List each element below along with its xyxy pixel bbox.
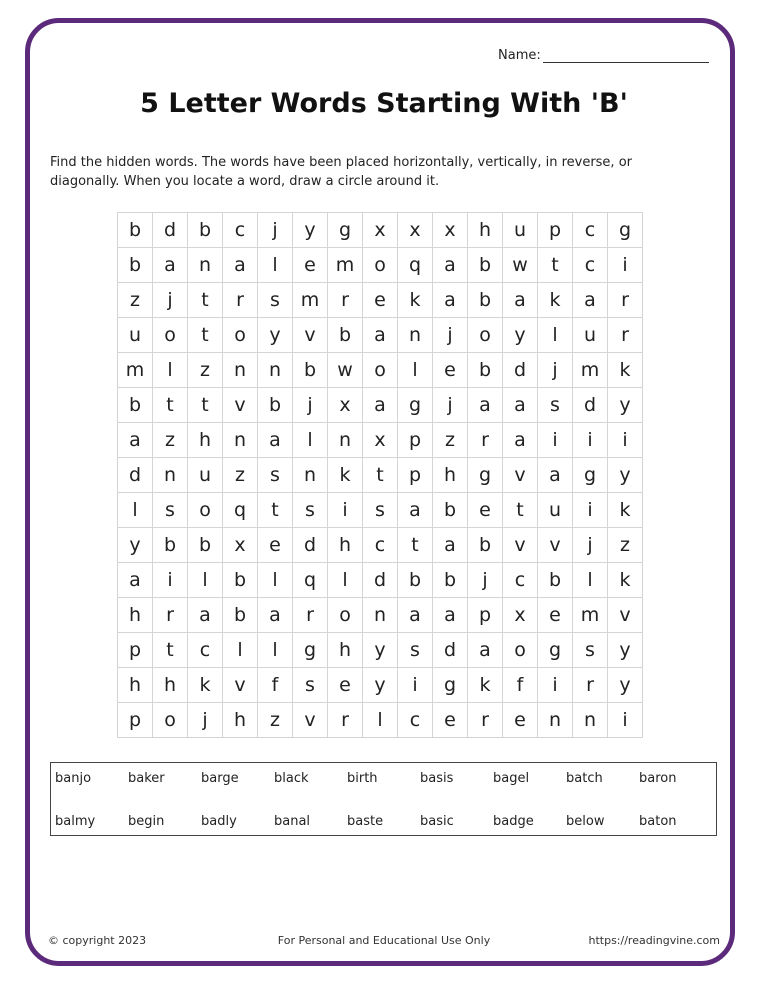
- grid-cell[interactable]: y: [608, 633, 643, 668]
- grid-cell[interactable]: r: [293, 598, 328, 633]
- grid-cell[interactable]: d: [433, 633, 468, 668]
- grid-cell[interactable]: s: [363, 493, 398, 528]
- grid-cell[interactable]: s: [398, 633, 433, 668]
- grid-cell[interactable]: n: [223, 423, 258, 458]
- word-bank-item: batch: [566, 771, 603, 786]
- grid-cell[interactable]: e: [328, 668, 363, 703]
- word-bank-item: bagel: [493, 771, 530, 786]
- grid-cell[interactable]: l: [328, 563, 363, 598]
- grid-cell[interactable]: c: [573, 248, 608, 283]
- grid-cell[interactable]: o: [468, 318, 503, 353]
- grid-row: [118, 353, 643, 388]
- grid-row: [118, 423, 643, 458]
- grid-cell[interactable]: a: [468, 633, 503, 668]
- grid-cell[interactable]: z: [153, 423, 188, 458]
- grid-cell[interactable]: a: [188, 598, 223, 633]
- grid-cell[interactable]: s: [293, 668, 328, 703]
- grid-cell[interactable]: o: [188, 493, 223, 528]
- grid-cell[interactable]: j: [258, 213, 293, 248]
- grid-cell[interactable]: e: [258, 528, 293, 563]
- grid-cell[interactable]: p: [398, 458, 433, 493]
- grid-cell[interactable]: i: [573, 423, 608, 458]
- grid-cell[interactable]: v: [293, 318, 328, 353]
- grid-cell[interactable]: t: [188, 318, 223, 353]
- grid-cell[interactable]: a: [503, 283, 538, 318]
- grid-cell[interactable]: u: [538, 493, 573, 528]
- grid-cell[interactable]: b: [118, 248, 153, 283]
- grid-cell[interactable]: s: [293, 493, 328, 528]
- grid-cell[interactable]: x: [223, 528, 258, 563]
- grid-cell[interactable]: b: [223, 598, 258, 633]
- grid-cell[interactable]: y: [293, 213, 328, 248]
- grid-cell[interactable]: p: [468, 598, 503, 633]
- grid-cell[interactable]: d: [293, 528, 328, 563]
- grid-cell[interactable]: n: [363, 598, 398, 633]
- grid-cell[interactable]: d: [363, 563, 398, 598]
- grid-cell[interactable]: y: [608, 458, 643, 493]
- word-bank-row-1: [55, 771, 715, 786]
- grid-cell[interactable]: n: [398, 318, 433, 353]
- grid-row: [118, 458, 643, 493]
- grid-cell[interactable]: a: [503, 423, 538, 458]
- grid-cell[interactable]: a: [433, 528, 468, 563]
- grid-cell[interactable]: u: [118, 318, 153, 353]
- grid-cell[interactable]: y: [118, 528, 153, 563]
- grid-cell[interactable]: l: [258, 633, 293, 668]
- word-bank-item: balmy: [55, 814, 96, 829]
- grid-cell[interactable]: a: [258, 598, 293, 633]
- grid-cell[interactable]: c: [573, 213, 608, 248]
- grid-cell[interactable]: e: [538, 598, 573, 633]
- name-blank-line: [543, 49, 709, 63]
- grid-cell[interactable]: n: [293, 458, 328, 493]
- grid-cell[interactable]: i: [608, 248, 643, 283]
- grid-cell[interactable]: k: [608, 493, 643, 528]
- grid-row: [118, 703, 643, 738]
- grid-cell[interactable]: y: [363, 633, 398, 668]
- grid-cell[interactable]: l: [188, 563, 223, 598]
- grid-cell[interactable]: r: [608, 318, 643, 353]
- grid-cell[interactable]: z: [188, 353, 223, 388]
- grid-cell[interactable]: h: [223, 703, 258, 738]
- grid-cell[interactable]: a: [433, 248, 468, 283]
- grid-cell[interactable]: n: [328, 423, 363, 458]
- grid-row: [118, 668, 643, 703]
- grid-cell[interactable]: m: [573, 598, 608, 633]
- grid-cell[interactable]: v: [503, 458, 538, 493]
- grid-cell[interactable]: y: [608, 388, 643, 423]
- grid-cell[interactable]: k: [608, 353, 643, 388]
- grid-cell[interactable]: a: [468, 388, 503, 423]
- grid-cell[interactable]: r: [153, 598, 188, 633]
- grid-cell[interactable]: t: [503, 493, 538, 528]
- grid-cell[interactable]: j: [188, 703, 223, 738]
- grid-row: [118, 493, 643, 528]
- grid-cell[interactable]: b: [433, 563, 468, 598]
- grid-cell[interactable]: x: [398, 213, 433, 248]
- grid-row: [118, 213, 643, 248]
- word-bank-item: badge: [493, 814, 534, 829]
- grid-cell[interactable]: r: [328, 283, 363, 318]
- grid-cell[interactable]: n: [538, 703, 573, 738]
- grid-row: [118, 598, 643, 633]
- name-field: [498, 48, 709, 63]
- grid-cell[interactable]: n: [153, 458, 188, 493]
- grid-cell[interactable]: a: [153, 248, 188, 283]
- grid-cell[interactable]: b: [118, 213, 153, 248]
- word-bank-item: basis: [420, 771, 454, 786]
- grid-cell[interactable]: k: [608, 563, 643, 598]
- grid-cell[interactable]: g: [573, 458, 608, 493]
- grid-cell[interactable]: j: [573, 528, 608, 563]
- grid-cell[interactable]: h: [468, 213, 503, 248]
- grid-cell[interactable]: e: [433, 703, 468, 738]
- grid-cell[interactable]: u: [573, 318, 608, 353]
- grid-cell[interactable]: i: [153, 563, 188, 598]
- grid-cell[interactable]: a: [223, 248, 258, 283]
- grid-cell[interactable]: w: [328, 353, 363, 388]
- grid-cell[interactable]: x: [363, 213, 398, 248]
- grid-cell[interactable]: l: [118, 493, 153, 528]
- grid-cell[interactable]: s: [258, 458, 293, 493]
- grid-cell[interactable]: t: [258, 493, 293, 528]
- grid-cell[interactable]: j: [468, 563, 503, 598]
- grid-cell[interactable]: u: [188, 458, 223, 493]
- word-bank-item: below: [566, 814, 605, 829]
- grid-cell[interactable]: a: [398, 493, 433, 528]
- grid-cell[interactable]: k: [538, 283, 573, 318]
- grid-cell[interactable]: i: [573, 493, 608, 528]
- grid-cell[interactable]: h: [118, 598, 153, 633]
- grid-cell[interactable]: q: [293, 563, 328, 598]
- grid-cell[interactable]: j: [153, 283, 188, 318]
- grid-cell[interactable]: o: [503, 633, 538, 668]
- grid-cell[interactable]: d: [153, 213, 188, 248]
- grid-cell[interactable]: t: [153, 633, 188, 668]
- word-bank-item: banal: [274, 814, 311, 829]
- grid-cell[interactable]: i: [398, 668, 433, 703]
- grid-cell[interactable]: m: [118, 353, 153, 388]
- grid-cell[interactable]: b: [468, 283, 503, 318]
- word-bank-item: baste: [347, 814, 384, 829]
- grid-cell[interactable]: d: [503, 353, 538, 388]
- grid-row: [118, 633, 643, 668]
- grid-cell[interactable]: k: [468, 668, 503, 703]
- grid-cell[interactable]: k: [398, 283, 433, 318]
- grid-cell[interactable]: z: [608, 528, 643, 563]
- grid-cell[interactable]: a: [363, 388, 398, 423]
- grid-cell[interactable]: e: [433, 353, 468, 388]
- grid-cell[interactable]: g: [538, 633, 573, 668]
- word-bank-item: baton: [639, 814, 677, 829]
- grid-cell[interactable]: l: [223, 633, 258, 668]
- grid-cell[interactable]: a: [573, 283, 608, 318]
- grid-cell[interactable]: o: [363, 353, 398, 388]
- grid-cell[interactable]: v: [608, 598, 643, 633]
- grid-cell[interactable]: a: [398, 598, 433, 633]
- grid-cell[interactable]: v: [223, 668, 258, 703]
- grid-cell[interactable]: g: [433, 668, 468, 703]
- grid-cell[interactable]: p: [118, 633, 153, 668]
- grid-cell[interactable]: n: [223, 353, 258, 388]
- grid-cell[interactable]: l: [153, 353, 188, 388]
- grid-cell[interactable]: n: [188, 248, 223, 283]
- grid-cell[interactable]: a: [503, 388, 538, 423]
- grid-cell[interactable]: p: [398, 423, 433, 458]
- grid-row: [118, 563, 643, 598]
- grid-cell[interactable]: b: [293, 353, 328, 388]
- grid-cell[interactable]: p: [538, 213, 573, 248]
- grid-cell[interactable]: o: [328, 598, 363, 633]
- grid-cell[interactable]: r: [328, 703, 363, 738]
- grid-cell[interactable]: k: [328, 458, 363, 493]
- grid-cell[interactable]: i: [608, 423, 643, 458]
- grid-cell[interactable]: o: [153, 318, 188, 353]
- grid-cell[interactable]: e: [468, 493, 503, 528]
- grid-cell[interactable]: j: [433, 388, 468, 423]
- grid-cell[interactable]: l: [398, 353, 433, 388]
- grid-row: [118, 248, 643, 283]
- word-bank-item: badly: [201, 814, 237, 829]
- word-bank-item: black: [274, 771, 309, 786]
- grid-cell[interactable]: f: [503, 668, 538, 703]
- grid-cell[interactable]: m: [573, 353, 608, 388]
- grid-cell[interactable]: b: [398, 563, 433, 598]
- grid-cell[interactable]: t: [188, 283, 223, 318]
- grid-cell[interactable]: r: [223, 283, 258, 318]
- grid-cell[interactable]: s: [153, 493, 188, 528]
- grid-cell[interactable]: t: [398, 528, 433, 563]
- word-bank-item: baker: [128, 771, 165, 786]
- grid-cell[interactable]: b: [118, 388, 153, 423]
- grid-cell[interactable]: h: [433, 458, 468, 493]
- grid-cell[interactable]: z: [433, 423, 468, 458]
- grid-cell[interactable]: c: [363, 528, 398, 563]
- grid-cell[interactable]: l: [293, 423, 328, 458]
- grid-cell[interactable]: k: [188, 668, 223, 703]
- grid-cell[interactable]: a: [433, 283, 468, 318]
- grid-cell[interactable]: a: [433, 598, 468, 633]
- grid-cell[interactable]: p: [118, 703, 153, 738]
- grid-cell[interactable]: c: [398, 703, 433, 738]
- grid-cell[interactable]: l: [258, 248, 293, 283]
- grid-cell[interactable]: v: [223, 388, 258, 423]
- grid-cell[interactable]: i: [538, 668, 573, 703]
- grid-cell[interactable]: t: [363, 458, 398, 493]
- word-bank-row-2: [55, 814, 715, 829]
- grid-cell[interactable]: q: [398, 248, 433, 283]
- grid-cell[interactable]: b: [153, 528, 188, 563]
- grid-cell[interactable]: a: [258, 423, 293, 458]
- grid-cell[interactable]: l: [573, 563, 608, 598]
- grid-cell[interactable]: m: [328, 248, 363, 283]
- grid-cell[interactable]: f: [258, 668, 293, 703]
- word-search-grid: [117, 212, 643, 738]
- grid-cell[interactable]: j: [433, 318, 468, 353]
- grid-cell[interactable]: b: [188, 213, 223, 248]
- grid-cell[interactable]: h: [328, 633, 363, 668]
- grid-cell[interactable]: l: [538, 318, 573, 353]
- page-title: 5 Letter Words Starting With 'B': [140, 88, 628, 119]
- footer-usage: For Personal and Educational Use Only: [277, 934, 491, 947]
- grid-cell[interactable]: g: [328, 213, 363, 248]
- word-bank-item: basic: [420, 814, 454, 829]
- grid-cell[interactable]: z: [258, 703, 293, 738]
- grid-cell[interactable]: z: [118, 283, 153, 318]
- grid-cell[interactable]: y: [258, 318, 293, 353]
- word-bank: [50, 762, 717, 836]
- grid-cell[interactable]: n: [573, 703, 608, 738]
- grid-cell[interactable]: m: [293, 283, 328, 318]
- grid-cell[interactable]: h: [153, 668, 188, 703]
- grid-cell[interactable]: v: [293, 703, 328, 738]
- instructions: Find the hidden words. The words have been placed horizontally, vertically, in reverse, or diagonally. When you locate a word, draw a circle around it.: [50, 155, 632, 189]
- grid-cell[interactable]: e: [293, 248, 328, 283]
- grid-cell[interactable]: g: [293, 633, 328, 668]
- grid-cell[interactable]: s: [258, 283, 293, 318]
- grid-cell[interactable]: v: [538, 528, 573, 563]
- grid-cell[interactable]: s: [538, 388, 573, 423]
- grid-cell[interactable]: n: [258, 353, 293, 388]
- grid-cell[interactable]: y: [608, 668, 643, 703]
- word-bank-item: begin: [128, 814, 165, 829]
- grid-cell[interactable]: g: [468, 458, 503, 493]
- grid-cell[interactable]: x: [503, 598, 538, 633]
- grid-cell[interactable]: r: [468, 423, 503, 458]
- footer-copyright: © copyright 2023: [48, 934, 147, 947]
- grid-row: [118, 528, 643, 563]
- grid-row: [118, 283, 643, 318]
- grid-cell[interactable]: b: [328, 318, 363, 353]
- word-bank-item: baron: [639, 771, 677, 786]
- grid-cell[interactable]: l: [258, 563, 293, 598]
- grid-cell[interactable]: b: [223, 563, 258, 598]
- grid-cell[interactable]: i: [608, 703, 643, 738]
- grid-cell[interactable]: v: [503, 528, 538, 563]
- grid-cell[interactable]: t: [538, 248, 573, 283]
- grid-cell[interactable]: r: [608, 283, 643, 318]
- grid-cell[interactable]: l: [363, 703, 398, 738]
- grid-row: [118, 388, 643, 423]
- grid-cell[interactable]: o: [223, 318, 258, 353]
- grid-cell[interactable]: j: [293, 388, 328, 423]
- grid-cell[interactable]: e: [363, 283, 398, 318]
- grid-cell[interactable]: a: [118, 563, 153, 598]
- grid-cell[interactable]: i: [328, 493, 363, 528]
- grid-cell[interactable]: e: [503, 703, 538, 738]
- grid-cell[interactable]: a: [538, 458, 573, 493]
- grid-cell[interactable]: h: [328, 528, 363, 563]
- footer-site: https://readingvine.com: [588, 934, 720, 947]
- grid-cell[interactable]: g: [398, 388, 433, 423]
- grid-cell[interactable]: y: [363, 668, 398, 703]
- grid-cell[interactable]: a: [363, 318, 398, 353]
- grid-cell[interactable]: c: [223, 213, 258, 248]
- grid-cell[interactable]: g: [608, 213, 643, 248]
- grid-cell[interactable]: h: [188, 423, 223, 458]
- grid-cell[interactable]: q: [223, 493, 258, 528]
- grid-cell[interactable]: a: [118, 423, 153, 458]
- grid-row: [118, 318, 643, 353]
- grid-cell[interactable]: o: [363, 248, 398, 283]
- grid-cell[interactable]: x: [363, 423, 398, 458]
- grid-cell[interactable]: b: [468, 528, 503, 563]
- grid-cell[interactable]: j: [538, 353, 573, 388]
- grid-cell[interactable]: d: [118, 458, 153, 493]
- grid-cell[interactable]: b: [258, 388, 293, 423]
- grid-cell[interactable]: u: [503, 213, 538, 248]
- word-bank-item: banjo: [55, 771, 92, 786]
- word-bank-item: birth: [347, 771, 378, 786]
- grid-cell[interactable]: h: [118, 668, 153, 703]
- grid-cell[interactable]: t: [153, 388, 188, 423]
- grid-cell[interactable]: r: [468, 703, 503, 738]
- grid-cell[interactable]: c: [503, 563, 538, 598]
- grid-cell[interactable]: d: [573, 388, 608, 423]
- grid-cell[interactable]: s: [573, 633, 608, 668]
- grid-cell[interactable]: b: [188, 528, 223, 563]
- grid-cell[interactable]: r: [573, 668, 608, 703]
- word-bank-item: barge: [201, 771, 239, 786]
- grid-cell[interactable]: y: [503, 318, 538, 353]
- grid-cell[interactable]: i: [538, 423, 573, 458]
- grid-cell[interactable]: b: [433, 493, 468, 528]
- grid-cell[interactable]: b: [468, 248, 503, 283]
- grid-cell[interactable]: c: [188, 633, 223, 668]
- grid-cell[interactable]: t: [188, 388, 223, 423]
- grid-cell[interactable]: b: [538, 563, 573, 598]
- grid-cell[interactable]: x: [433, 213, 468, 248]
- grid-cell[interactable]: b: [468, 353, 503, 388]
- grid-cell[interactable]: w: [503, 248, 538, 283]
- grid-cell[interactable]: o: [153, 703, 188, 738]
- grid-cell[interactable]: x: [328, 388, 363, 423]
- grid-cell[interactable]: z: [223, 458, 258, 493]
- name-label: Name:: [498, 48, 541, 63]
